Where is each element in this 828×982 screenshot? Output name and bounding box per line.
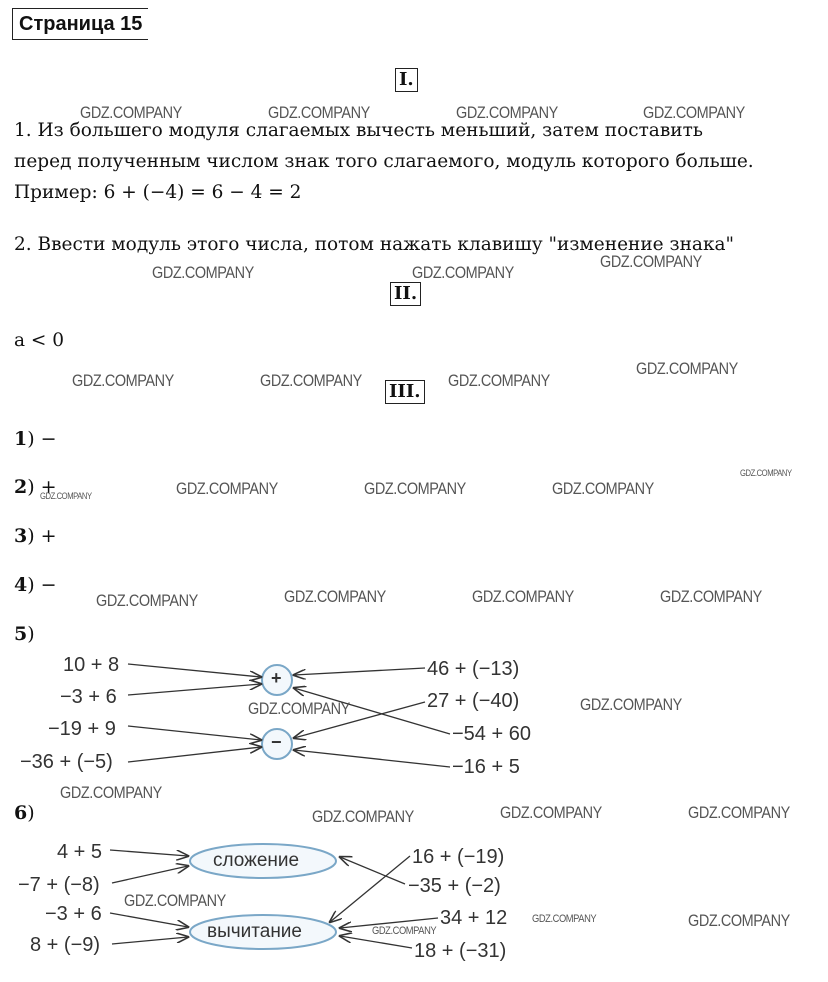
task6-right-4: 18 + (−31) bbox=[414, 940, 507, 962]
watermark: GDZ.COMPANY bbox=[500, 803, 602, 822]
task6-left-1: 4 + 5 bbox=[57, 841, 103, 863]
answer-1: 1) − bbox=[14, 428, 57, 450]
task5-right-3: −54 + 60 bbox=[452, 723, 531, 745]
task6-right-1: 16 + (−19) bbox=[412, 846, 505, 868]
watermark: GDZ.COMPANY bbox=[688, 803, 790, 822]
task5-right-4: −16 + 5 bbox=[452, 756, 520, 778]
watermark: GDZ.COMPANY bbox=[532, 913, 597, 925]
minus-sign: − bbox=[271, 732, 282, 752]
task5-left-1: 10 + 8 bbox=[63, 654, 120, 676]
watermark: GDZ.COMPANY bbox=[312, 807, 414, 826]
answer-5: 5) bbox=[14, 623, 35, 645]
task6-right-3: 34 + 12 bbox=[440, 907, 508, 929]
watermark: GDZ.COMPANY bbox=[40, 491, 92, 501]
section-two-label: II. bbox=[390, 282, 421, 306]
task6-right-2: −35 + (−2) bbox=[408, 875, 501, 897]
watermark: GDZ.COMPANY bbox=[448, 371, 550, 390]
task6-left-3: −3 + 6 bbox=[45, 903, 102, 925]
watermark: GDZ.COMPANY bbox=[284, 587, 386, 606]
subtraction-label: вычитание bbox=[207, 921, 302, 942]
watermark: GDZ.COMPANY bbox=[643, 103, 745, 122]
answer-2: 2) + bbox=[14, 476, 57, 498]
watermark: GDZ.COMPANY bbox=[80, 103, 182, 122]
task5-left-3: −19 + 9 bbox=[48, 718, 116, 740]
watermark: GDZ.COMPANY bbox=[364, 479, 466, 498]
rule-line-2: перед полученным числом знак того слагаемого, модуль которого больше. bbox=[14, 151, 754, 172]
answer-4: 4) − bbox=[14, 574, 57, 596]
rule-line-1: 1. Из большего модуля слагаемых вычесть меньший, затем поставить bbox=[14, 120, 703, 141]
watermark: GDZ.COMPANY bbox=[248, 699, 350, 718]
watermark: GDZ.COMPANY bbox=[72, 371, 174, 390]
watermark: GDZ.COMPANY bbox=[260, 371, 362, 390]
answer-6: 6) bbox=[14, 802, 35, 824]
watermark: GDZ.COMPANY bbox=[124, 891, 226, 910]
task5-right-2: 27 + (−40) bbox=[427, 690, 520, 712]
task6-left-2: −7 + (−8) bbox=[18, 874, 100, 896]
section-three-label: III. bbox=[385, 380, 425, 404]
task6-left-4: 8 + (−9) bbox=[30, 934, 101, 956]
watermark: GDZ.COMPANY bbox=[60, 783, 162, 802]
watermark: GDZ.COMPANY bbox=[472, 587, 574, 606]
watermark: GDZ.COMPANY bbox=[456, 103, 558, 122]
plus-sign: + bbox=[271, 668, 282, 688]
watermark: GDZ.COMPANY bbox=[740, 468, 792, 478]
answer-a-less-zero: a < 0 bbox=[14, 330, 65, 351]
task5-left-2: −3 + 6 bbox=[60, 686, 117, 708]
watermark: GDZ.COMPANY bbox=[268, 103, 370, 122]
section-one-label: I. bbox=[395, 68, 418, 92]
watermark: GDZ.COMPANY bbox=[372, 925, 437, 937]
watermark: GDZ.COMPANY bbox=[600, 252, 702, 271]
task5-left-4: −36 + (−5) bbox=[20, 751, 113, 773]
watermark: GDZ.COMPANY bbox=[96, 591, 198, 610]
watermark: GDZ.COMPANY bbox=[660, 587, 762, 606]
watermark: GDZ.COMPANY bbox=[152, 263, 254, 282]
page-title: Страница 15 bbox=[12, 8, 148, 40]
rule-example: Пример: 6 + (−4) = 6 − 4 = 2 bbox=[14, 182, 302, 203]
watermark: GDZ.COMPANY bbox=[412, 263, 514, 282]
watermark: GDZ.COMPANY bbox=[176, 479, 278, 498]
watermark: GDZ.COMPANY bbox=[688, 911, 790, 930]
rule-calculator: 2. Ввести модуль этого числа, потом нажать клавишу "изменение знака" bbox=[14, 234, 735, 255]
watermark: GDZ.COMPANY bbox=[552, 479, 654, 498]
answer-3: 3) + bbox=[14, 525, 57, 547]
watermark: GDZ.COMPANY bbox=[636, 359, 738, 378]
task5-right-1: 46 + (−13) bbox=[427, 658, 520, 680]
addition-label: сложение bbox=[213, 850, 300, 871]
watermark: GDZ.COMPANY bbox=[580, 695, 682, 714]
